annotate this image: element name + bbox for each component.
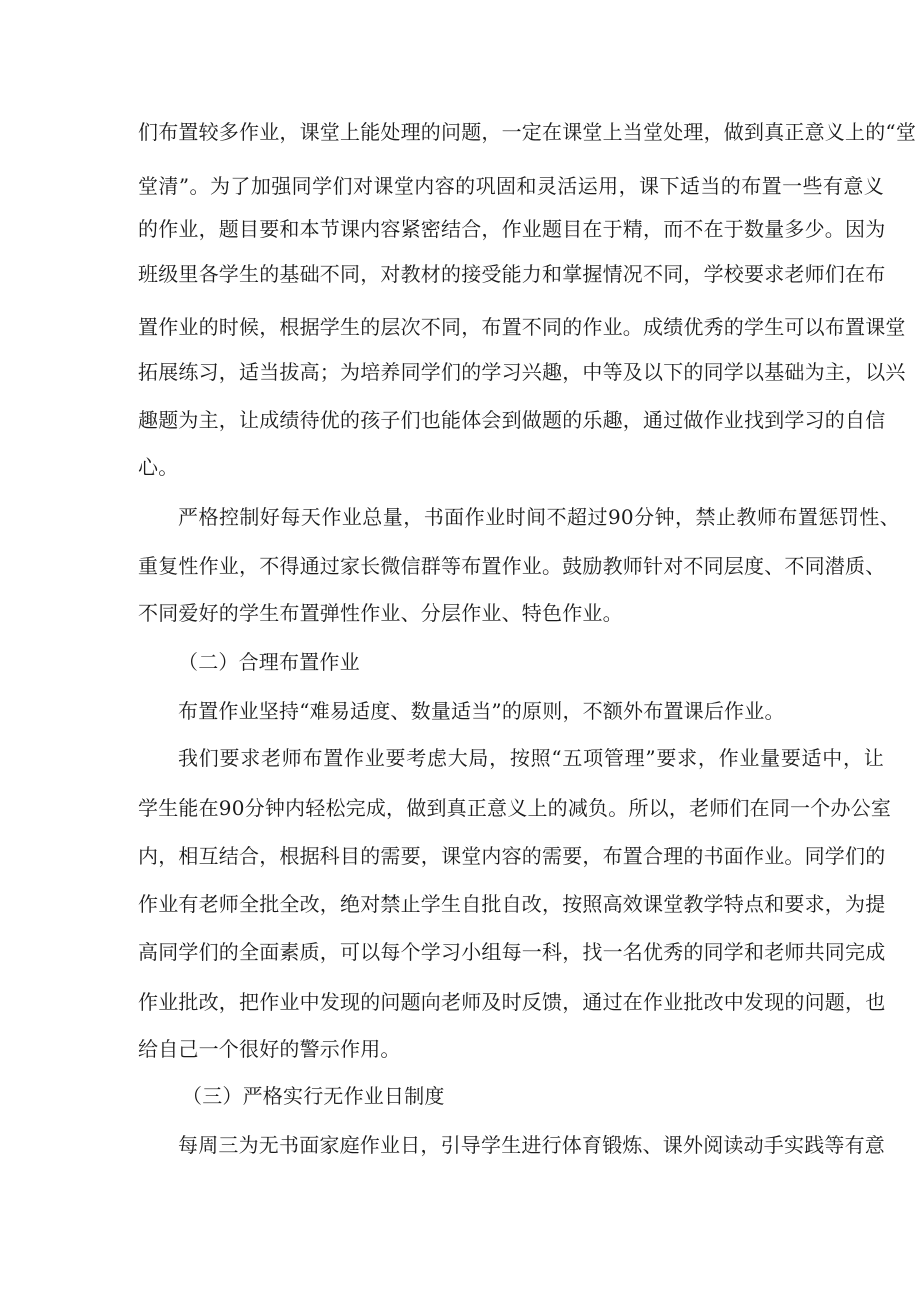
paragraph-line: 作业批改，把作业中发现的问题向老师及时反馈，通过在作业批改中发现的问题，也	[138, 990, 886, 1014]
paragraph-line: 的作业，题目要和本节课内容紧密结合，作业题目在于精，而不在于数量多少。因为	[138, 217, 886, 241]
paragraph-line: 每周三为无书面家庭作业日，引导学生进行体育锻炼、课外阅读动手实践等有意	[178, 1133, 885, 1157]
paragraph-line: 作业有老师全批全改，绝对禁止学生自批自改，按照高效课堂教学特点和要求，为提	[138, 892, 886, 916]
paragraph-line: 严格控制好每天作业总量，书面作业时间不超过90分钟，禁止教师布置惩罚性、	[178, 505, 900, 529]
paragraph-line: 置作业的时候，根据学生的层次不同，布置不同的作业。成绩优秀的学生可以布置课堂	[138, 315, 906, 339]
section-heading: （三）严格实行无作业日制度	[182, 1084, 445, 1108]
paragraph-line: 给自己一个很好的警示作用。	[138, 1037, 401, 1061]
paragraph-line: 不同爱好的学生布置弹性作业、分层作业、特色作业。	[138, 601, 623, 625]
paragraph-line: 重复性作业，不得通过家长微信群等布置作业。鼓励教师针对不同层度、不同潜质、	[138, 554, 886, 578]
paragraph-line: 班级里各学生的基础不同，对教材的接受能力和掌握情况不同，学校要求老师们在布	[138, 262, 886, 286]
section-heading: （二）合理布置作业	[178, 650, 360, 674]
paragraph-line: 拓展练习，适当拔高；为培养同学们的学习兴趣，中等及以下的同学以基础为主，以兴	[138, 360, 906, 384]
paragraph-line: 我们要求老师布置作业要考虑大局，按照“五项管理”要求，作业量要适中，让	[178, 746, 884, 770]
paragraph-line: 高同学们的全面素质，可以每个学习小组每一科，找一名优秀的同学和老师共同完成	[138, 940, 886, 964]
paragraph-line: 内，相互结合，根据科目的需要，课堂内容的需要，布置合理的书面作业。同学们的	[138, 844, 886, 868]
paragraph-line: 趣题为主，让成绩待优的孩子们也能体会到做题的乐趣，通过做作业找到学习的自信	[138, 408, 886, 432]
paragraph-line: 堂清”。为了加强同学们对课堂内容的巩固和灵活运用，课下适当的布置一些有意义	[138, 174, 884, 198]
paragraph-line: 学生能在90分钟内轻松完成，做到真正意义上的减负。所以，老师们在同一个办公室	[138, 796, 892, 820]
paragraph-line: 心。	[138, 455, 179, 479]
paragraph-line: 布置作业坚持“难易适度、数量适当”的原则，不额外布置课后作业。	[178, 699, 785, 723]
paragraph-line: 们布置较多作业，课堂上能处理的问题，一定在课堂上当堂处理，做到真正意义上的“堂	[138, 120, 917, 144]
